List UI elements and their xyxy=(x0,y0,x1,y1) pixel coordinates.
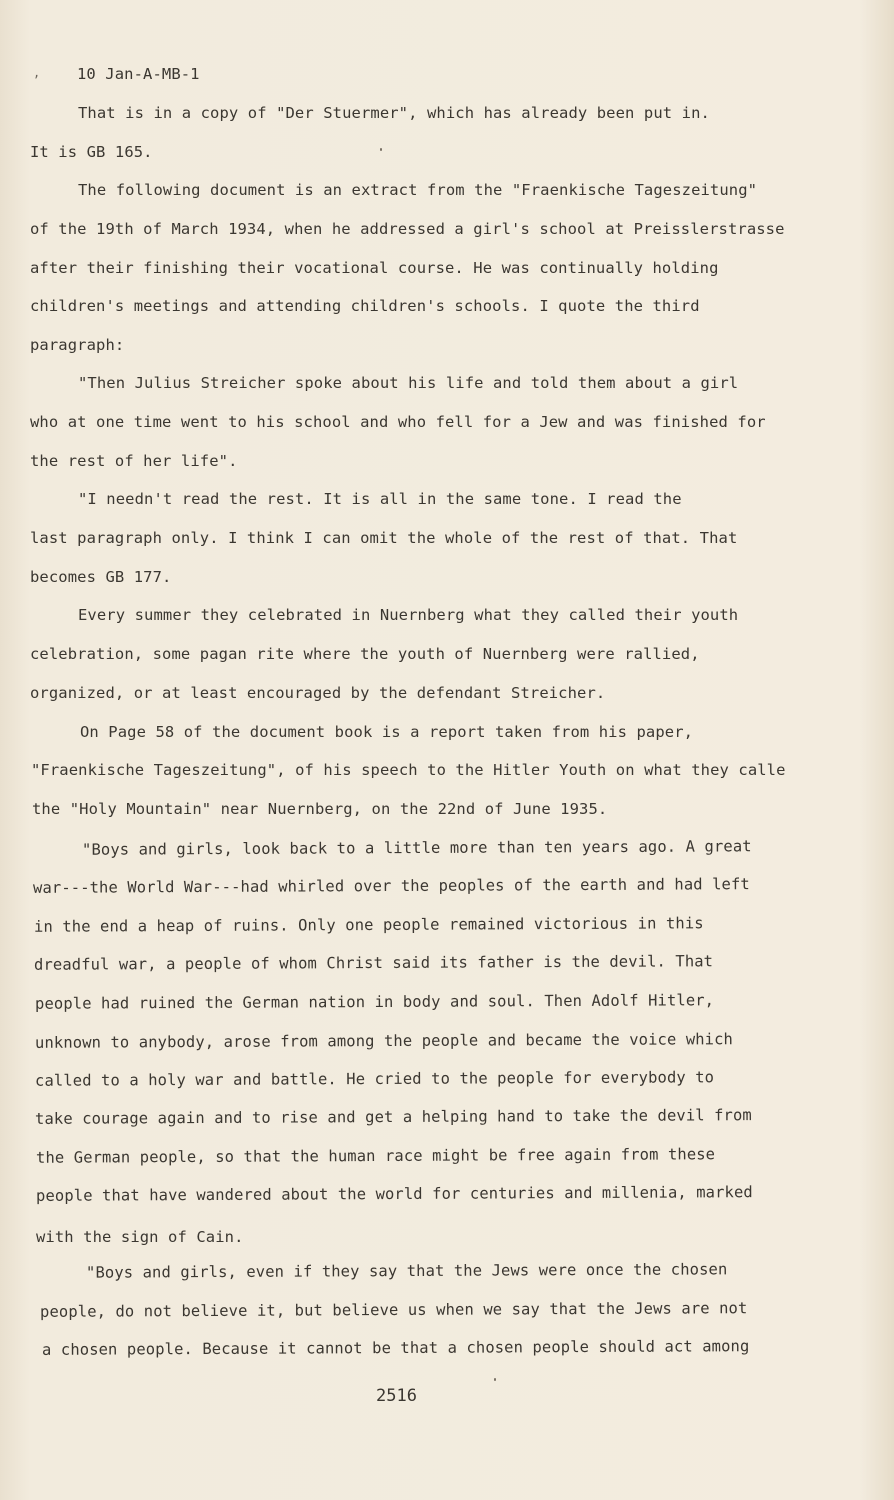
paper-speck xyxy=(380,148,382,151)
text-line: "I needn't read the rest. It is all in the same tone. I read the xyxy=(78,490,682,508)
text-line: children's meetings and attending children's schools. I quote the third xyxy=(30,297,700,315)
text-line: Every summer they celebrated in Nuernberg what they called their youth xyxy=(78,606,739,624)
text-line: people, do not believe it, but believe us when we say that the Jews are not xyxy=(39,1299,748,1321)
text-line: unknown to anybody, arose from among the people and became the voice which xyxy=(34,1030,733,1052)
text-line: take courage again and to rise and get a helping hand to take the devil from xyxy=(34,1106,752,1128)
text-line: dreadful war, a people of whom Christ said its father is the devil. That xyxy=(33,952,714,974)
text-line: "Fraenkische Tageszeitung", of his speech to the Hitler Youth on what they calle xyxy=(31,761,786,779)
header-reference: 10 Jan-A-MB-1 xyxy=(77,65,200,83)
text-line: called to a holy war and battle. He cried to the people for everybody to xyxy=(34,1068,715,1090)
text-line: "Boys and girls, even if they say that the Jews were once the chosen xyxy=(85,1260,728,1282)
text-line: people had ruined the German nation in body and soul. Then Adolf Hitler, xyxy=(34,991,715,1013)
text-line: war---the World War---had whirled over the peoples of the earth and had left xyxy=(32,875,750,897)
paper-speck xyxy=(494,1378,496,1381)
text-line: last paragraph only. I think I can omit the whole of the rest of that. That xyxy=(30,529,738,547)
text-line: the rest of her life". xyxy=(30,452,238,470)
text-line: the German people, so that the human race might be free again from these xyxy=(35,1145,716,1167)
text-line: paragraph: xyxy=(30,336,125,354)
margin-mark: , xyxy=(33,66,41,80)
text-line: That is in a copy of "Der Stuermer", which has already been put in. xyxy=(78,104,710,122)
text-line: It is GB 165. xyxy=(30,143,153,161)
text-line: becomes GB 177. xyxy=(30,568,172,586)
text-line: with the sign of Cain. xyxy=(36,1228,244,1246)
text-line: people that have wandered about the world for centuries and millenia, marked xyxy=(35,1183,753,1205)
text-line: the "Holy Mountain" near Nuernberg, on the 22nd of June 1935. xyxy=(32,800,608,818)
text-line: On Page 58 of the document book is a report taken from his paper, xyxy=(80,723,694,741)
text-line: "Boys and girls, look back to a little more than ten years ago. A great xyxy=(81,837,752,859)
text-line: in the end a heap of ruins. Only one people remained victorious in this xyxy=(33,914,704,936)
text-line: The following document is an extract from the "Fraenkische Tageszeitung" xyxy=(78,181,758,199)
page-number: 2516 xyxy=(376,1386,417,1406)
text-line: celebration, some pagan rite where the youth of Nuernberg were rallied, xyxy=(30,645,700,663)
text-line: who at one time went to his school and who fell for a Jew and was finished for xyxy=(30,413,766,431)
text-line: after their finishing their vocational course. He was continually holding xyxy=(30,259,719,277)
text-line: of the 19th of March 1934, when he addressed a girl's school at Preisslerstrasse xyxy=(30,220,785,238)
text-line: a chosen people. Because it cannot be that a chosen people should act among xyxy=(41,1337,750,1359)
text-line: "Then Julius Streicher spoke about his life and told them about a girl xyxy=(78,374,739,392)
text-line: organized, or at least encouraged by the defendant Streicher. xyxy=(30,684,606,702)
